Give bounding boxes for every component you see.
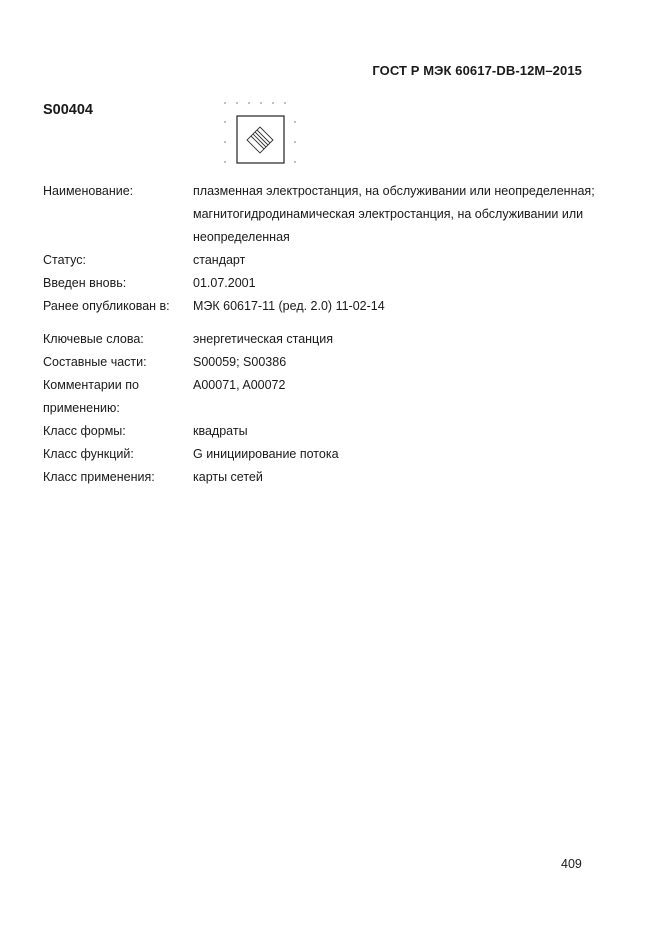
field-value: карты сетей: [193, 470, 263, 484]
field-introduced: [43, 272, 603, 295]
field-application-notes: [43, 374, 603, 420]
field-label: Наименование:: [43, 184, 134, 198]
field-label: Класс функций:: [43, 447, 134, 461]
field-value: G инициирование потока: [193, 447, 339, 461]
field-value: плазменная электростанция, на обслуживании или неопределенная; магнитогидродинамическая электростанция, на обслуживании или неопределенная: [193, 184, 595, 244]
field-value: квадраты: [193, 424, 248, 438]
field-label: Класс применения:: [43, 470, 155, 484]
spacer: [43, 318, 603, 328]
field-function-class: [43, 443, 603, 466]
plasma-power-station-symbol-icon: [222, 100, 298, 168]
field-application-class: [43, 466, 603, 489]
page-number: 409: [561, 857, 582, 871]
field-label: Ключевые слова:: [43, 332, 144, 346]
symbol-fields: [43, 180, 603, 489]
field-label: Статус:: [43, 253, 86, 267]
symbol-id: S00404: [43, 102, 93, 118]
field-label: Ранее опубликован в:: [43, 299, 170, 313]
field-label: Составные части:: [43, 355, 147, 369]
field-label: Введен вновь:: [43, 276, 127, 290]
field-shape-class: [43, 420, 603, 443]
field-value: S00059; S00386: [193, 355, 287, 369]
field-value: энергетическая станция: [193, 332, 333, 346]
document-header: ГОСТ Р МЭК 60617-DB-12M–2015: [372, 63, 582, 78]
field-value: стандарт: [193, 253, 246, 267]
field-label: Класс формы:: [43, 424, 126, 438]
field-value: 01.07.2001: [193, 276, 256, 290]
field-label: Комментарии по применению:: [43, 378, 139, 415]
field-status: [43, 249, 603, 272]
field-value: A00071, A00072: [193, 378, 286, 392]
field-keywords: [43, 328, 603, 351]
field-value: МЭК 60617-11 (ред. 2.0) 11-02-14: [193, 299, 385, 313]
field-previously-published: [43, 295, 603, 318]
field-components: [43, 351, 603, 374]
field-name: [43, 180, 603, 249]
